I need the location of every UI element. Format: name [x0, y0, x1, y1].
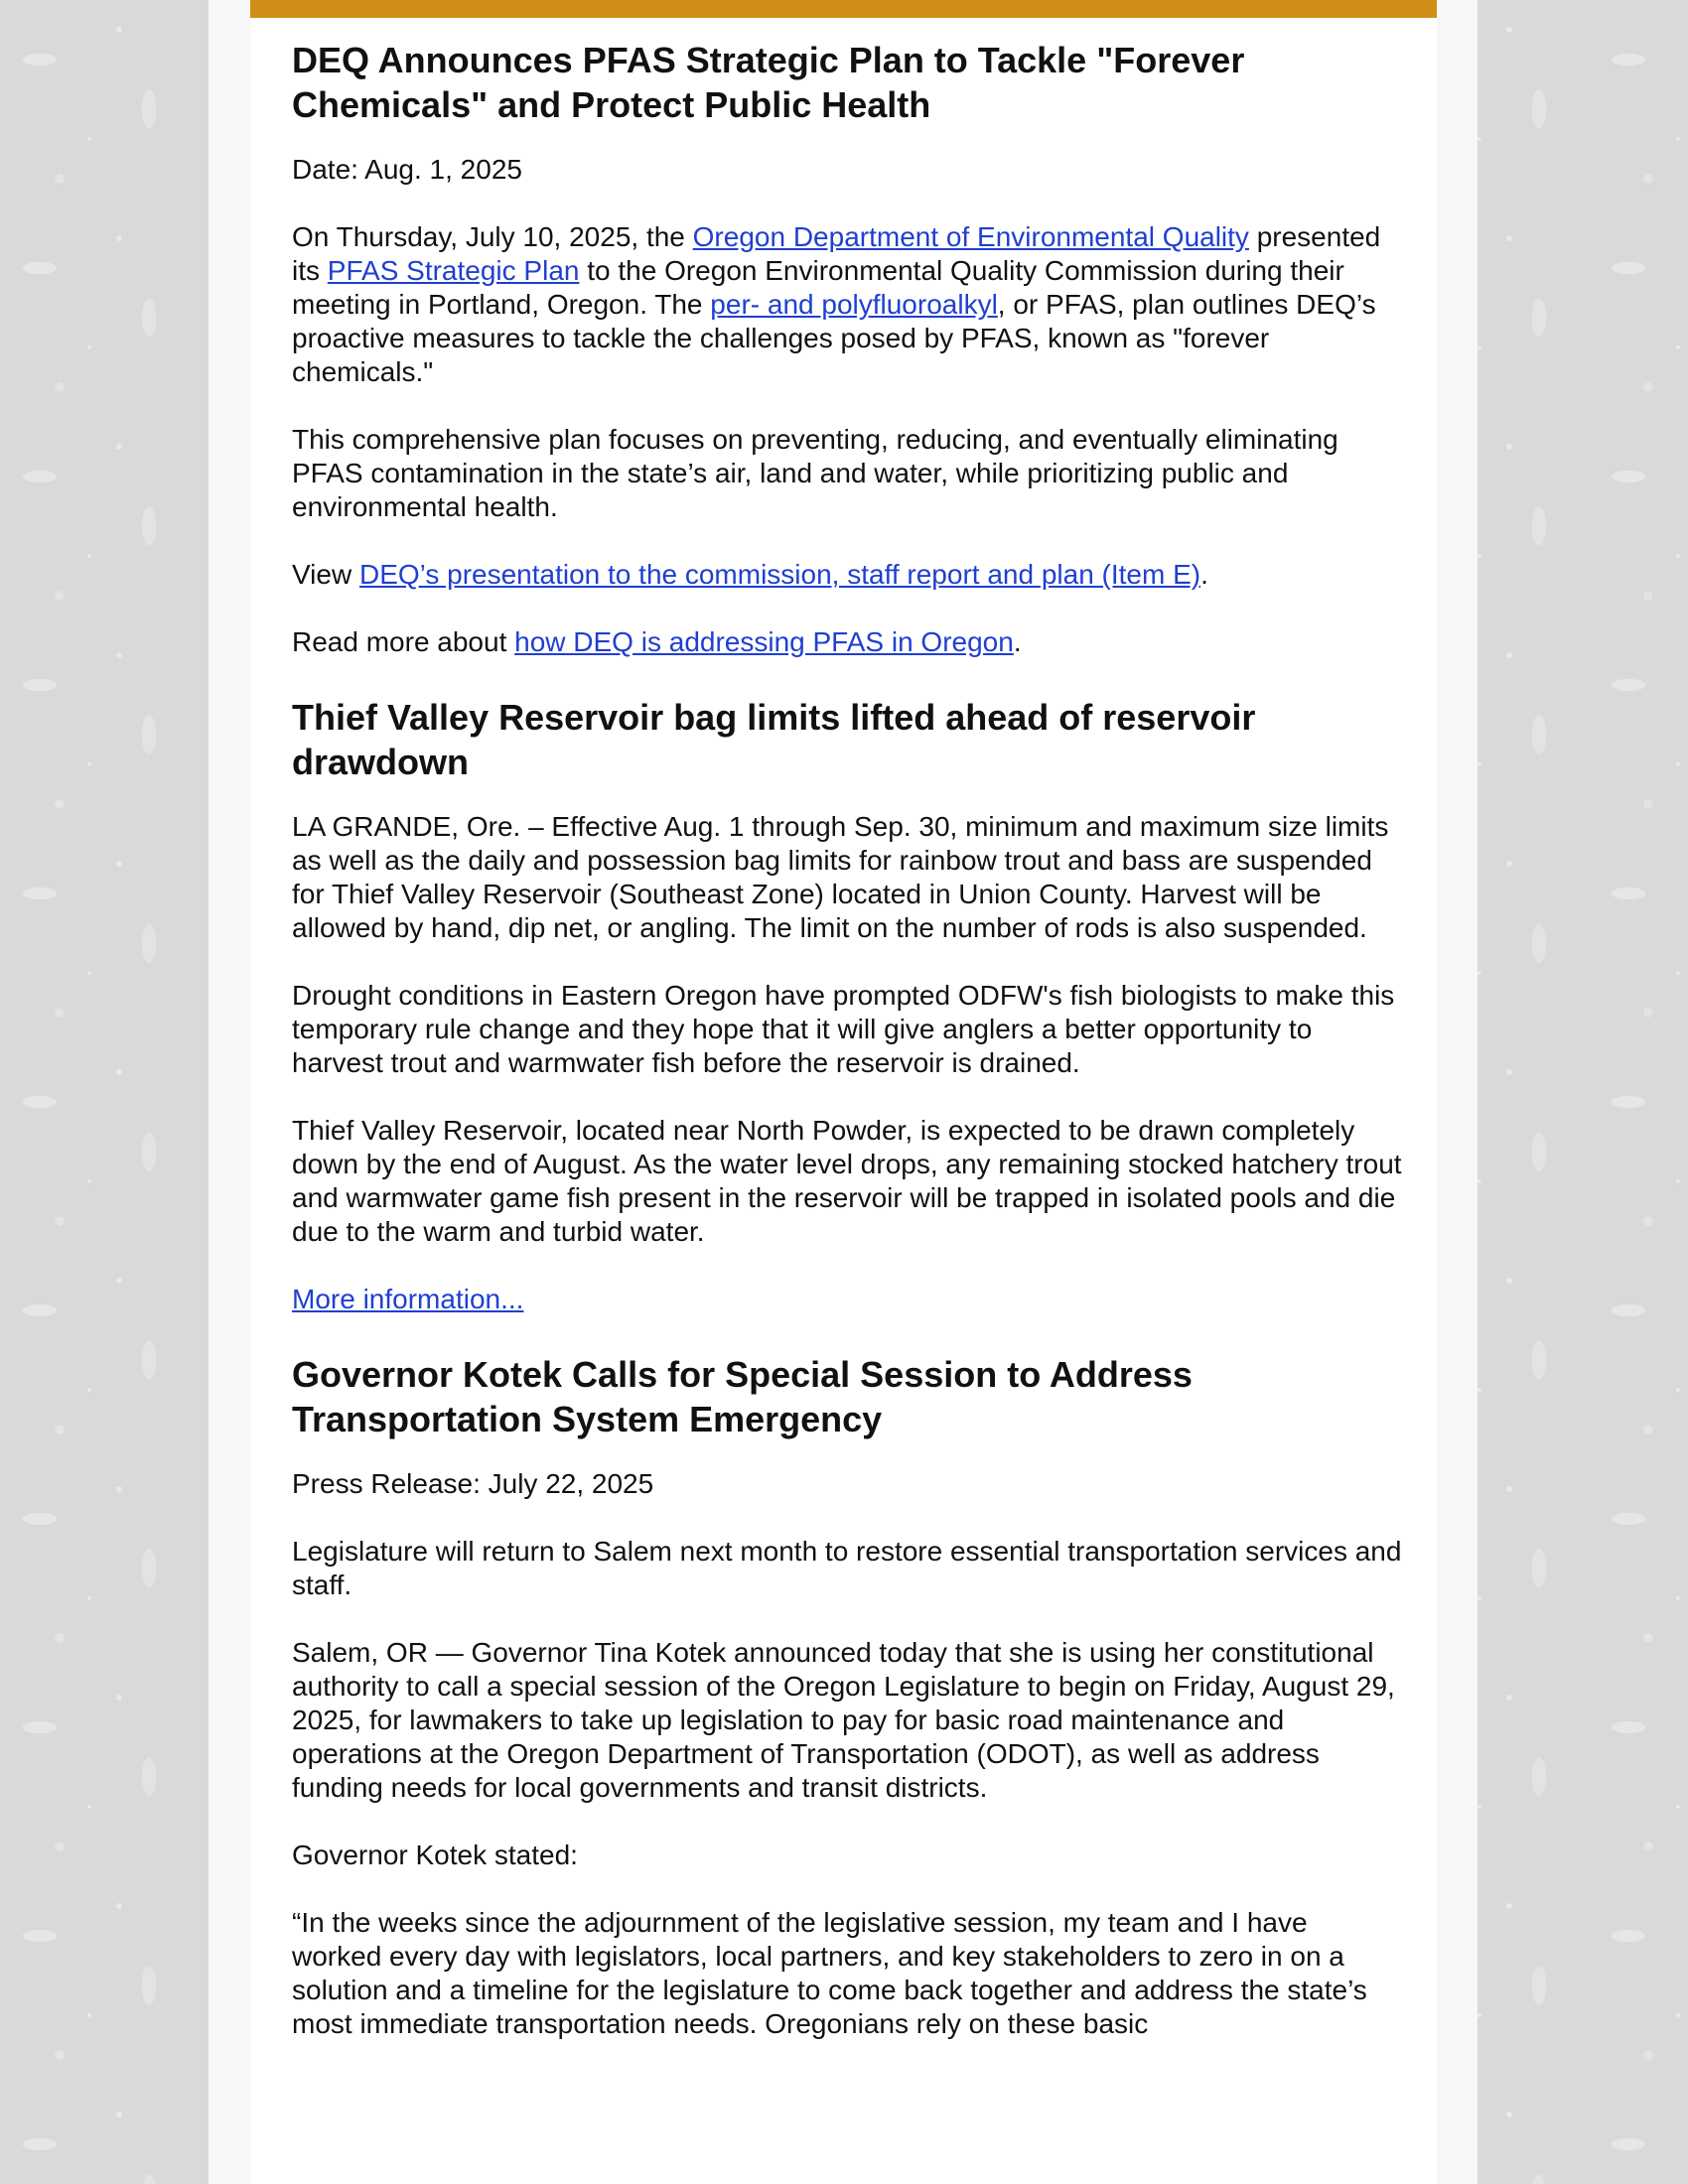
article-date: Date: Aug. 1, 2025 — [292, 154, 522, 185]
text-span: to the Oregon Environmental Quality Commission during their meeting in Portland, Oregon. The — [292, 255, 1344, 320]
text-span: On Thursday, July 10, 2025, the — [292, 221, 693, 252]
pfas-strategic-plan-link[interactable]: PFAS Strategic Plan — [327, 255, 580, 286]
article-paragraph: “In the weeks since the adjournment of the legislative session, my team and I have worked every day with legislators, local partners, and key stakeholders to zero in on a solution and a timeline for the legislature to come back together and address the state’s most immediate transportation needs. Oregonians rely on these basic — [292, 1907, 1367, 2039]
article-thief-valley — [292, 695, 1404, 1316]
article-title: Thief Valley Reservoir bag limits lifted ahead of reservoir drawdown — [292, 697, 1256, 782]
article-paragraph: This comprehensive plan focuses on preventing, reducing, and eventually eliminating PFAS contamination in the state’s air, land and water, while prioritizing public and environmental health. — [292, 424, 1338, 522]
article-title: DEQ Announces PFAS Strategic Plan to Tackle "Forever Chemicals" and Protect Public Health — [292, 40, 1245, 125]
article-paragraph — [292, 1283, 1404, 1316]
newsletter-content — [292, 38, 1404, 2075]
text-span: . — [1200, 559, 1208, 590]
article-paragraph: Drought conditions in Eastern Oregon have prompted ODFW's fish biologists to make this temporary rule change and they hope that it will give anglers a better opportunity to harvest trout and warmwater fish before the reservoir is drained. — [292, 980, 1395, 1078]
more-information-link[interactable]: More information... — [292, 1284, 524, 1314]
article-paragraph — [292, 625, 1404, 659]
article-title: Governor Kotek Calls for Special Session to Address Transportation System Emergency — [292, 1354, 1193, 1439]
deq-pfas-oregon-link[interactable]: how DEQ is addressing PFAS in Oregon — [514, 626, 1014, 657]
deq-presentation-link[interactable]: DEQ’s presentation to the commission, staff report and plan (Item E) — [358, 559, 1201, 590]
article-paragraph — [292, 220, 1404, 389]
text-span: View — [292, 559, 359, 590]
polyfluoroalkyl-link[interactable]: per- and polyfluoroalkyl — [710, 289, 998, 320]
accent-top-bar — [250, 0, 1437, 18]
text-span: , or PFAS, plan outlines DEQ’s proactive measures to tackle the challenges posed by PFAS, known as "forever chemicals." — [292, 289, 1376, 387]
text-span: Read more about — [292, 626, 515, 657]
oregon-deq-link[interactable]: Oregon Department of Environmental Quality — [692, 221, 1249, 252]
article-pfas — [292, 38, 1404, 659]
text-span: . — [1013, 626, 1022, 657]
article-paragraph: Legislature will return to Salem next month to restore essential transportation services and staff. — [292, 1536, 1402, 1600]
article-paragraph: LA GRANDE, Ore. – Effective Aug. 1 through Sep. 30, minimum and maximum size limits as well as the daily and possession bag limits for rainbow trout and bass are suspended for Thief Valley Reservoir (Southeast Zone) located in Union County. Harvest will be allowed by hand, dip net, or angling. The limit on the number of rods is also suspended. — [292, 811, 1389, 943]
text-span: presented its — [292, 221, 1381, 286]
article-paragraph: Salem, OR — Governor Tina Kotek announced today that she is using her constitutional authority to call a special session of the Oregon Legislature to begin on Friday, August 29, 2025, for lawmakers to take up legislation to pay for basic road maintenance and operations at the Oregon Department of Transportation (ODOT), as well as address funding needs for local governments and transit districts. — [292, 1637, 1395, 1803]
article-special-session — [292, 1352, 1404, 2041]
article-paragraph: Thief Valley Reservoir, located near North Powder, is expected to be drawn completely down by the end of August. As the water level drops, any remaining stocked hatchery trout and warmwater game fish present in the reservoir will be trapped in isolated pools and die due to the warm and turbid water. — [292, 1115, 1402, 1247]
article-paragraph: Governor Kotek stated: — [292, 1840, 578, 1870]
article-date: Press Release: July 22, 2025 — [292, 1468, 654, 1499]
article-paragraph — [292, 558, 1404, 592]
